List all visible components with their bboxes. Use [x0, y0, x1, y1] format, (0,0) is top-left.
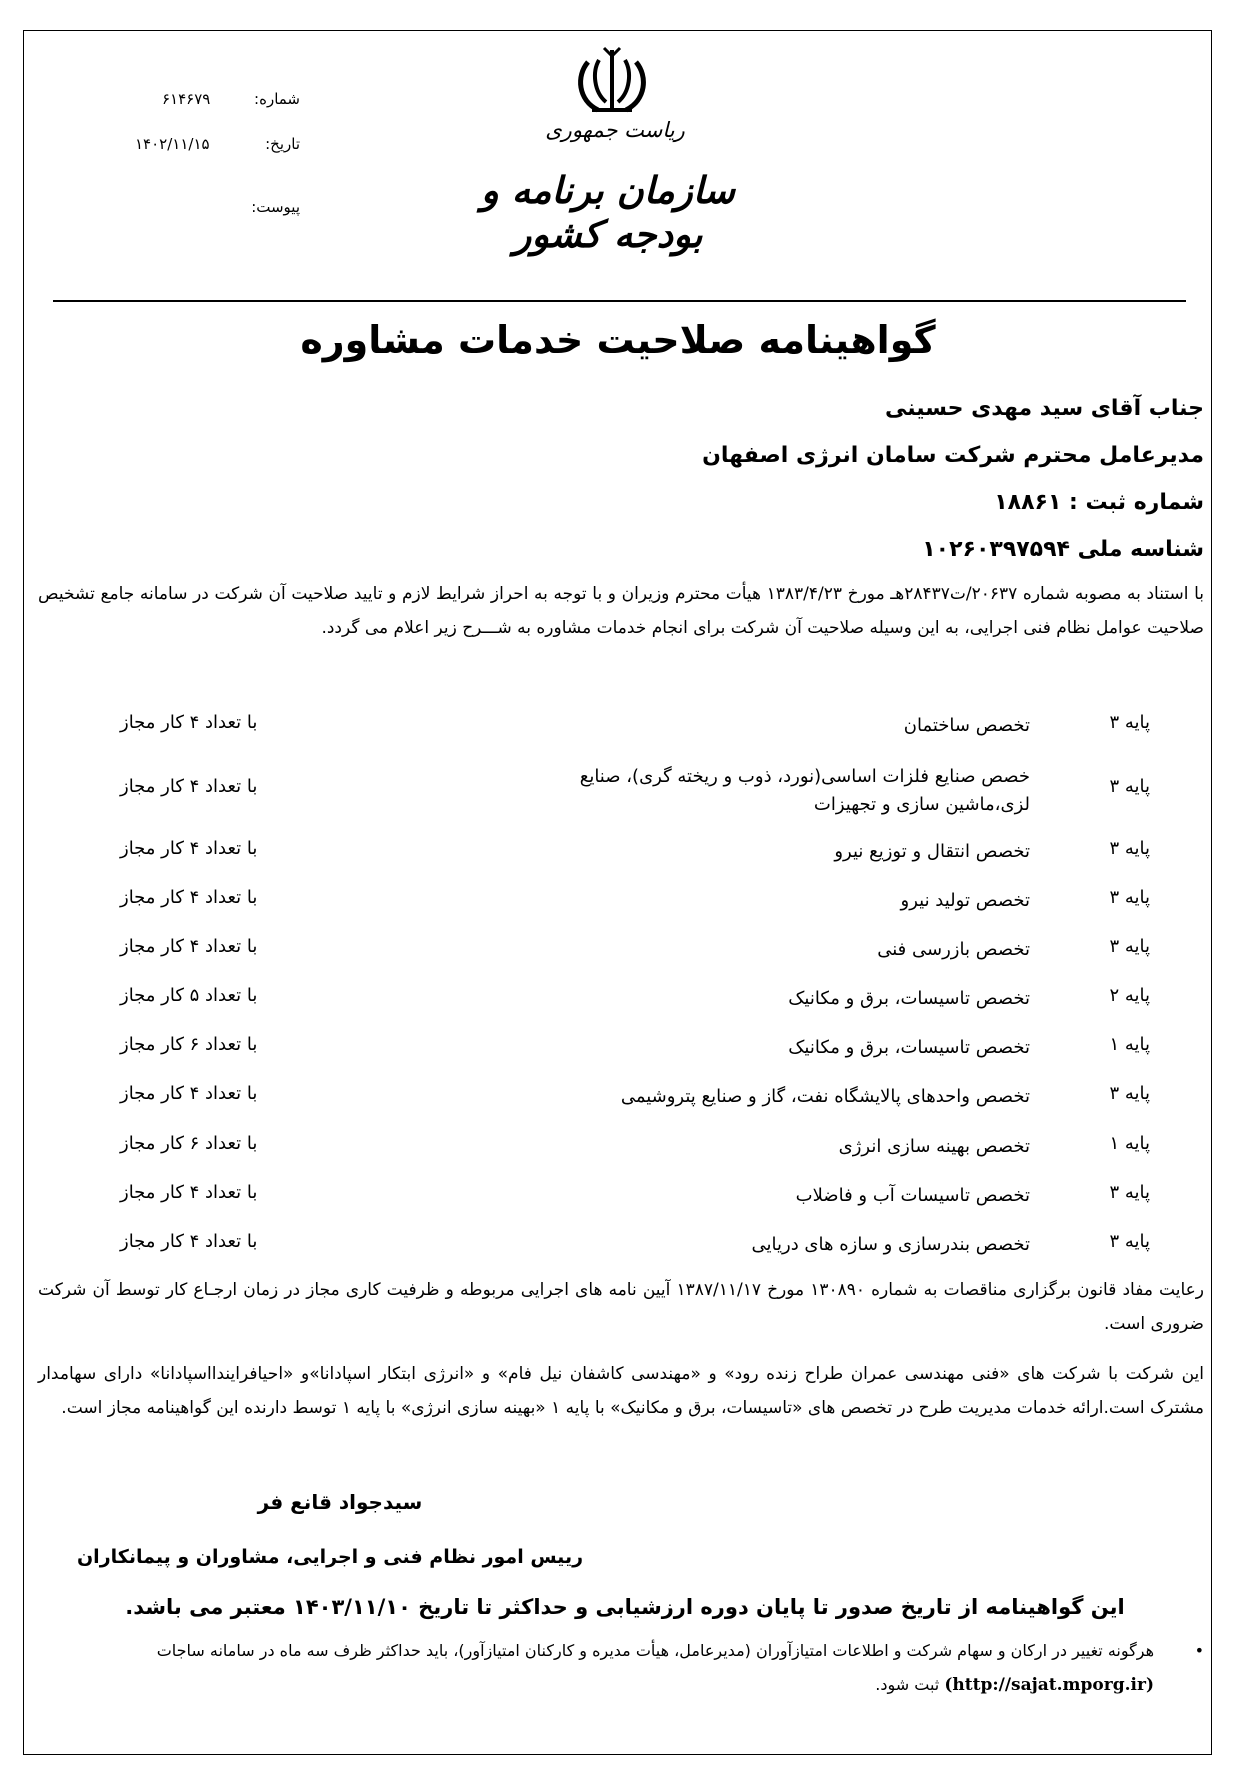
notice-text-before: هرگونه تغییر در ارکان و سهام شرکت و اطلاعات امتیازآوران (مدیرعامل، هیأت مدیره و کارکنان امتیازآور)، باید حداکثر ظرف سه ماه در سامانه ساجات: [156, 1641, 1154, 1660]
qualification-count: با تعداد ۶ کار مجاز: [120, 1034, 258, 1055]
number-label: شماره:: [254, 90, 300, 108]
qualification-count: با تعداد ۴ کار مجاز: [120, 887, 258, 908]
validity-statement: این گواهینامه از تاریخ صدور تا پایان دوره ارزشیابی و حداکثر تا تاریخ ۱۴۰۳/۱۱/۱۰ معتبر می باشد.: [125, 1595, 1125, 1619]
qualification-count: با تعداد ۴ کار مجاز: [120, 1182, 258, 1203]
bullet-icon: •: [1194, 1641, 1204, 1660]
qualification-base: پایه ۳: [1109, 936, 1150, 957]
certificate-title: گواهینامه صلاحیت خدمات مشاوره: [300, 318, 936, 362]
attachment-label: پیوست:: [251, 198, 300, 216]
qualification-specialty: تخصص ساختمان: [903, 715, 1030, 736]
letter-meta: [100, 90, 300, 220]
national-id: شناسه ملی ۱۰۲۶۰۳۹۷۵۹۴: [922, 537, 1204, 562]
recipient-salutation: جناب آقای سید مهدی حسینی: [884, 396, 1204, 421]
signatory-name: سیدجواد قانع فر: [257, 1490, 423, 1514]
qualification-count: با تعداد ۴ کار مجاز: [120, 936, 258, 957]
qualification-specialty: تخصص بهینه سازی انرژی: [838, 1136, 1030, 1157]
sajat-url: (http://sajat.mporg.ir): [944, 1675, 1154, 1695]
qualification-count: با تعداد ۴ کار مجاز: [120, 1083, 258, 1104]
qualification-base: پایه ۲: [1109, 985, 1150, 1006]
date-label: تاریخ:: [265, 135, 300, 153]
shareholding-paragraph: این شرکت با شرکت های «فنی مهندسی عمران طراح زنده رود» و «مهندسی کاشفان نیل فام» و «انرژی ابتکار اسپادانا»و «احیافرایندااسپادانا» دارای سهامدار مشترک است.ارائه خدمات مدیریت طرح در تخصص های «تاسیسات، برق و مکانیک» با پایه ۱ «بهینه سازی انرژی» با پایه ۱ توسط دارنده این گواهینامه مجاز است.: [38, 1364, 1204, 1418]
signatory-position: رییس امور نظام فنی و اجرایی، مشاوران و پیمانکاران: [76, 1546, 584, 1568]
qualification-count: با تعداد ۴ کار مجاز: [120, 838, 258, 859]
qualification-base: پایه ۳: [1109, 1231, 1150, 1252]
qualification-base: پایه ۳: [1109, 838, 1150, 859]
number-value: ۶۱۴۶۷۹: [162, 90, 211, 108]
compliance-paragraph: رعایت مفاد قانون برگزاری مناقصات به شماره ۱۳۰۸۹۰ مورخ ۱۳۸۷/۱۱/۱۷ آیین نامه های اجرایی مربوطه و ظرفیت کاری مجاز در زمان ارجـاع کار توسط آن شرکت ضروری است.: [38, 1280, 1204, 1334]
qualification-specialty: تخصص تاسیسات آب و فاضلاب: [795, 1185, 1030, 1206]
qualification-base: پایه ۳: [1109, 1083, 1150, 1104]
organization-name: سازمان برنامه و بودجه کشور: [481, 168, 735, 256]
qualification-base: پایه ۱: [1109, 1034, 1150, 1055]
presidency-label: ریاست جمهوری: [545, 118, 685, 142]
qualification-specialty: تخصص واحدهای پالایشگاه نفت، گاز و صنایع پتروشیمی: [620, 1086, 1030, 1107]
notice-text: [38, 1634, 1154, 1702]
date-value: ۱۴۰۲/۱۱/۱۵: [135, 135, 210, 153]
qualification-specialty: تخصص تاسیسات، برق و مکانیک: [788, 1037, 1030, 1058]
qualification-count: با تعداد ۴ کار مجاز: [120, 1231, 258, 1252]
qualification-specialty: تخصص تولید نیرو: [900, 890, 1030, 911]
iran-emblem-icon: [572, 44, 652, 116]
recipient-position: مدیرعامل محترم شرکت سامان انرژی اصفهان: [702, 443, 1204, 468]
header-divider: [53, 300, 1186, 302]
registration-number: شماره ثبت : ۱۸۸۶۱: [994, 490, 1204, 515]
qualification-count: با تعداد ۶ کار مجاز: [120, 1133, 258, 1154]
notice-text-after: ثبت شود.: [875, 1675, 945, 1694]
change-notice: [38, 1634, 1204, 1702]
qualification-base: پایه ۳: [1109, 887, 1150, 908]
qualification-base: پایه ۱: [1109, 1133, 1150, 1154]
intro-paragraph: با استناد به مصوبه شماره ۲۰۶۳۷/ت۲۸۴۳۷هـ مورخ ۱۳۸۳/۴/۲۳ هیأت محترم وزیران و با توجه به احراز شرایط لازم و تایید صلاحیت آن شرکت در سامانه جامع تشخیص صلاحیت عوامل نظام فنی اجرایی، به این وسیله صلاحیت آن شرکت برای انجام خدمات مشاوره به شـــرح زیر اعلام می گردد.: [38, 584, 1204, 638]
qualification-base: پایه ۳: [1109, 776, 1150, 797]
qualification-specialty: تخصص تاسیسات، برق و مکانیک: [788, 988, 1030, 1009]
qualification-count: با تعداد ۴ کار مجاز: [120, 712, 258, 733]
qualification-specialty: تخصص بندرسازی و سازه های دریایی: [751, 1234, 1030, 1255]
qualification-specialty: خصص صنایع فلزات اساسی(نورد، ذوب و ریخته گری)، صنایع لزی،ماشین سازی و تجهیزات: [579, 766, 1030, 815]
qualification-count: با تعداد ۴ کار مجاز: [120, 776, 258, 797]
qualification-specialty: تخصص انتقال و توزیع نیرو: [834, 841, 1030, 862]
qualification-base: پایه ۳: [1109, 712, 1150, 733]
qualification-base: پایه ۳: [1109, 1182, 1150, 1203]
qualification-specialty: تخصص بازرسی فنی: [877, 939, 1030, 960]
qualification-count: با تعداد ۵ کار مجاز: [120, 985, 258, 1006]
